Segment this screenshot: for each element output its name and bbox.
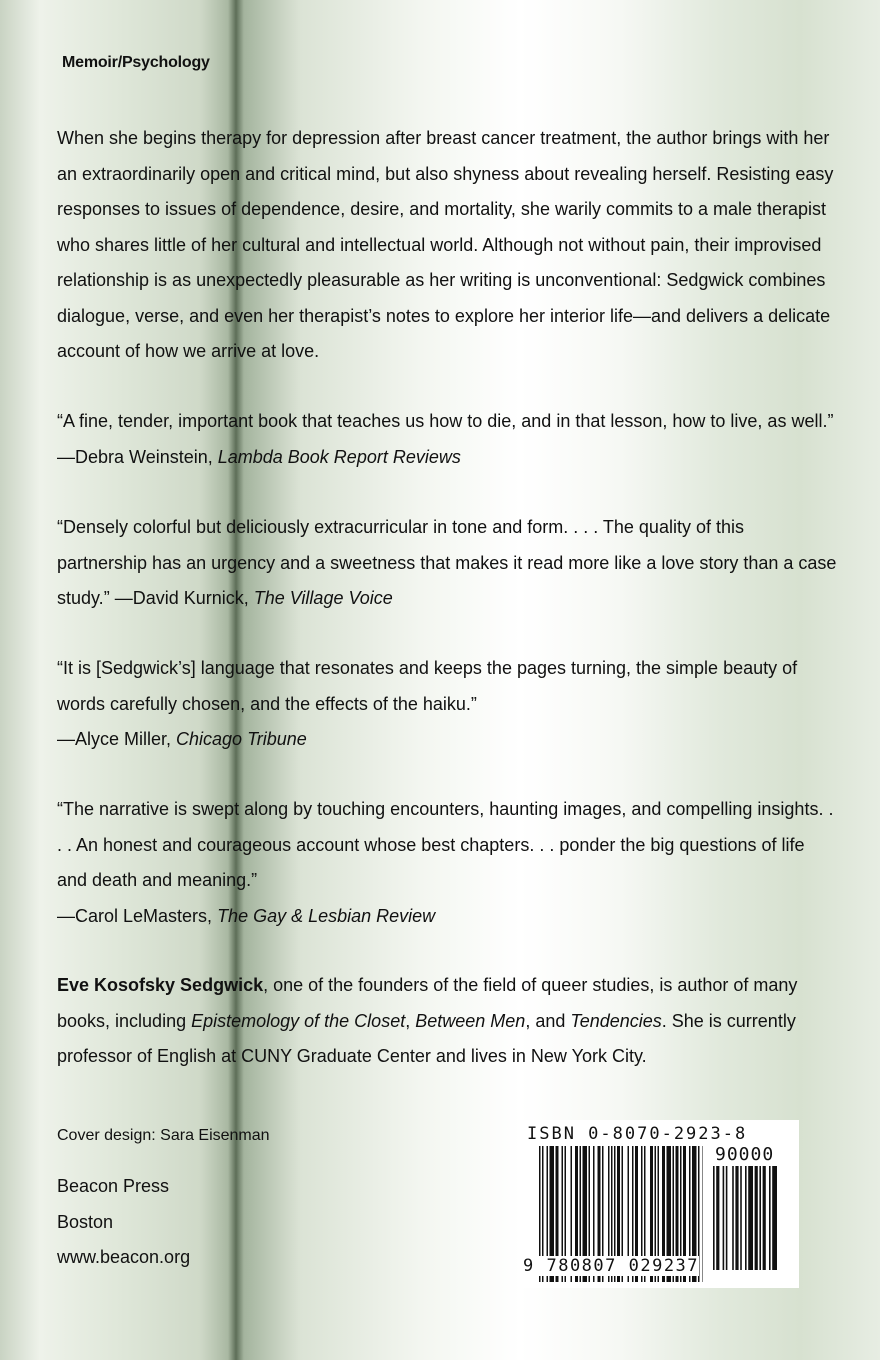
publisher-name: Beacon Press <box>57 1176 170 1196</box>
publisher-city: Boston <box>57 1211 114 1232</box>
barcode-bar <box>703 1146 704 1282</box>
bio-text: , <box>405 1010 416 1031</box>
barcode-bar <box>763 1166 766 1270</box>
quote-author: —Debra Weinstein, <box>57 446 218 467</box>
barcode-bar <box>716 1166 719 1270</box>
ean-number: 9 780807 029237 <box>523 1256 700 1276</box>
barcode-bar <box>713 1166 715 1270</box>
author-name: Eve Kosofsky Sedgwick <box>57 975 264 995</box>
bio-text: . She is currently professor of English at CUNY Graduate Center and lives in New York City. <box>57 1010 796 1066</box>
barcode-bar <box>755 1166 758 1270</box>
quote-author: —Alyce Miller, <box>57 729 177 749</box>
review-quote-1 <box>57 404 837 475</box>
author-bio <box>57 968 837 1075</box>
publisher-url: www.beacon.org <box>57 1247 191 1267</box>
isbn-number: ISBN 0-8070-2923-8 <box>527 1124 748 1144</box>
barcode-bar <box>745 1166 747 1270</box>
price-code: 90000 <box>715 1144 775 1165</box>
quote-text: “Densely colorful but deliciously extracurricular in tone and form. . . . The quality of this partnership has an urgency and a sweetness that makes it read more like a love story than a case study.” <box>57 517 837 608</box>
cover-design-credit: Cover design: Sara Eisenman <box>57 1127 270 1144</box>
barcode-bar <box>732 1166 734 1270</box>
quote-author: —Carol LeMasters, <box>57 905 218 926</box>
quote-author: —David Kurnick, <box>109 588 254 608</box>
book-description: When she begins therapy for depression after breast cancer treatment, the author brings with her an extraordinarily open and critical mind, but also shyness about revealing herself. Resisting easy responses to issues of dependence, desire, and mortality, she warily commits to a male therapist who shares little of her cultural and intellectual world. Although not without pain, their improvised relationship is as unexpectedly pleasurable as her writing is unconventional: Sedgwick combines dialogue, verse, and even her therapist’s notes to explore her interior life—and delivers a delicate account of how we arrive at love. <box>57 128 834 361</box>
review-quote-2 <box>57 510 837 617</box>
barcode-bar <box>740 1166 742 1270</box>
barcode-bar <box>726 1166 728 1270</box>
publisher-info <box>57 1169 190 1276</box>
barcode-bar <box>735 1166 738 1270</box>
review-quote-3 <box>57 651 837 758</box>
quote-text: “It is [Sedgwick’s] language that resonates and keeps the pages turning, the simple beauty of words carefully chosen, and the effects of the haiku.” <box>57 658 798 714</box>
review-quote-4 <box>57 792 837 934</box>
book-title: Between Men <box>415 1010 526 1031</box>
barcode-bar <box>723 1166 725 1270</box>
bio-text: , one of the founders of the field of queer studies, is author of many books, including <box>57 975 798 1031</box>
book-title: Epistemology of the Closet <box>191 1010 406 1031</box>
quote-attribution <box>57 899 837 935</box>
bio-text: , and <box>525 1010 571 1031</box>
quote-attribution <box>57 722 837 758</box>
barcode-bar <box>748 1166 753 1270</box>
barcode-bar <box>772 1166 777 1270</box>
quote-source: The Village Voice <box>253 588 393 608</box>
category-label: Memoir/Psychology <box>62 54 210 71</box>
quote-source: Lambda Book Report Reviews <box>217 446 461 467</box>
barcode-bar <box>769 1166 771 1270</box>
barcode-bar <box>759 1166 761 1270</box>
isbn-barcode <box>521 1120 799 1288</box>
quote-text: “A fine, tender, important book that teaches us how to die, and in that lesson, how to live, as well.” <box>57 411 834 431</box>
quote-source: The Gay & Lesbian Review <box>217 905 436 926</box>
quote-text: “The narrative is swept along by touching encounters, haunting images, and compelling insights. . . . An honest and courageous account whose best chapters. . . ponder the big questions of life and death and meaning.” <box>57 799 834 890</box>
price-addon-bars <box>713 1166 795 1270</box>
book-title: Tendencies <box>570 1010 662 1031</box>
quote-source: Chicago Tribune <box>176 729 307 749</box>
